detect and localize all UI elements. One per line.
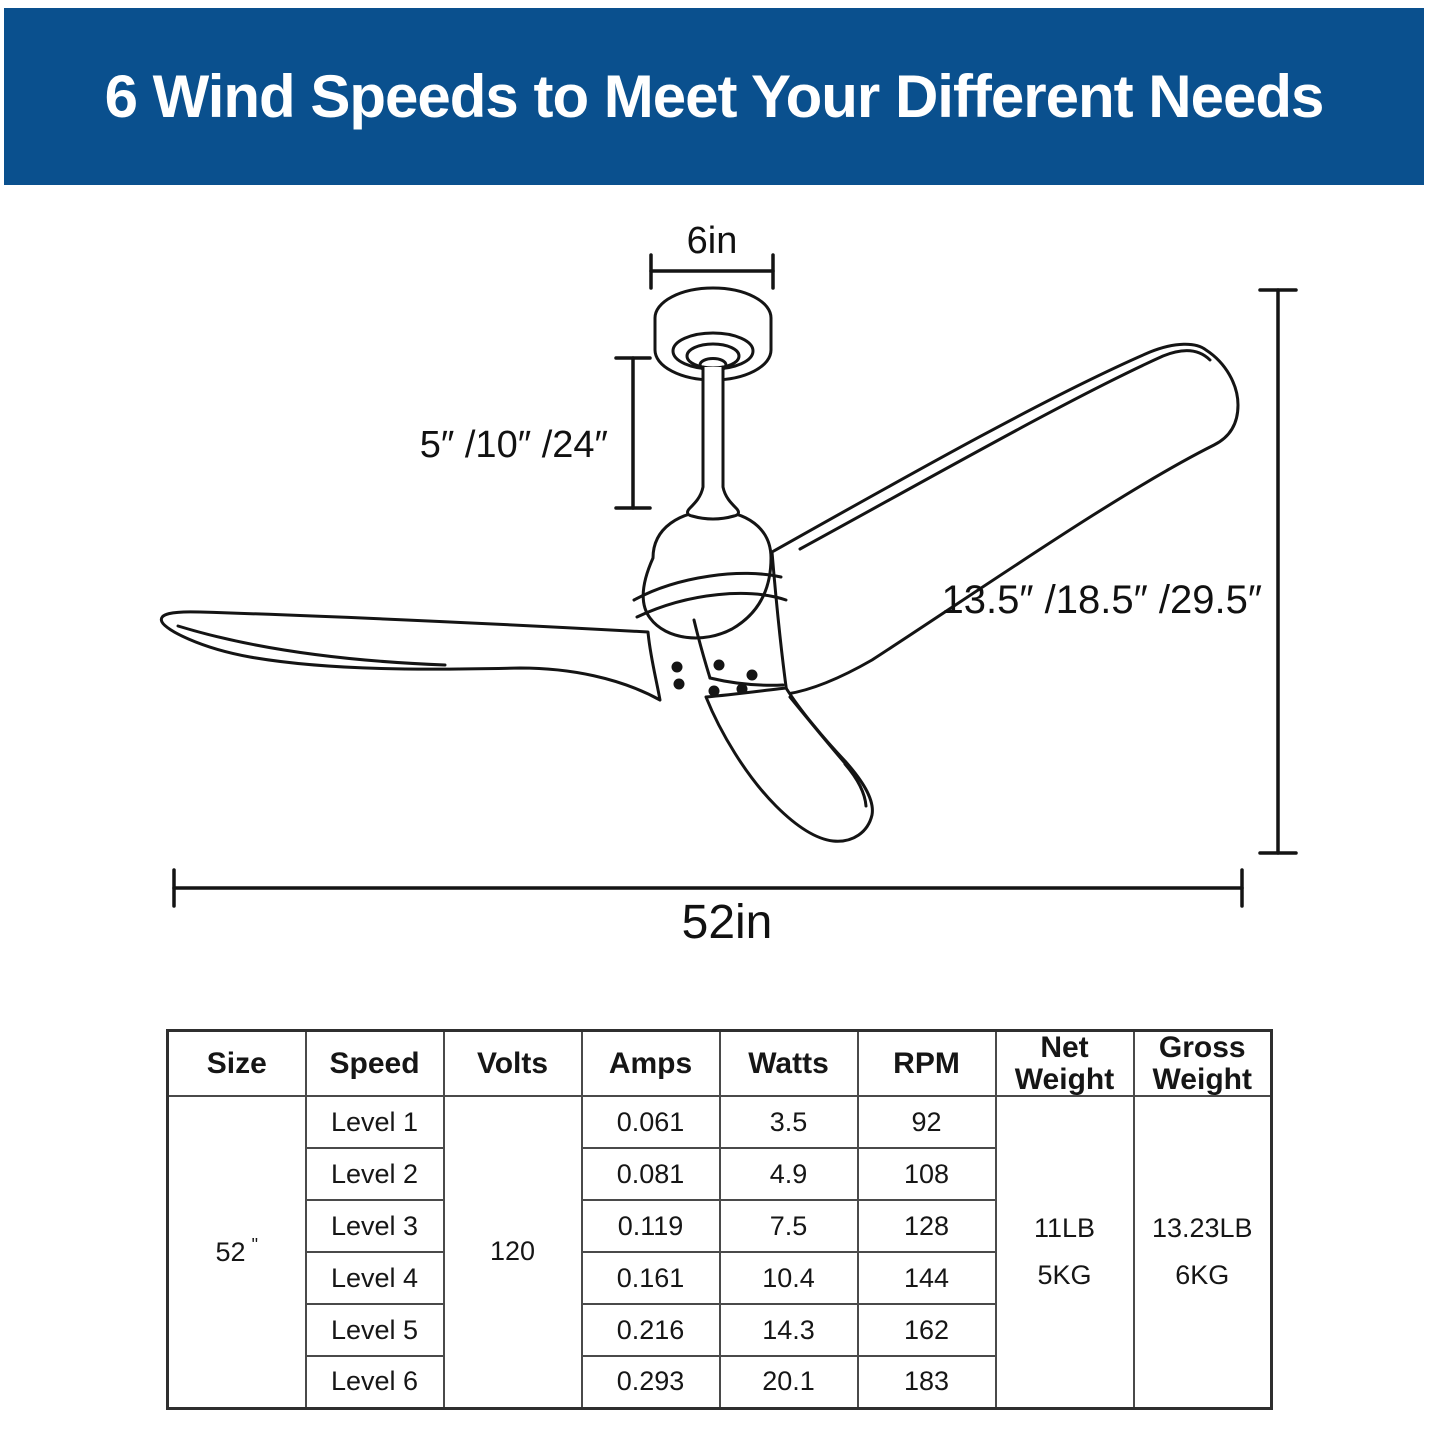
rpm-cell: 92 <box>858 1096 996 1148</box>
speed-cell: Level 4 <box>306 1252 444 1304</box>
rpm-cell: 108 <box>858 1148 996 1200</box>
canopy-width-label: 6in <box>686 220 738 262</box>
speed-cell: Level 3 <box>306 1200 444 1252</box>
col-header-rpm: RPM <box>858 1031 996 1097</box>
amps-cell: 0.119 <box>582 1200 720 1252</box>
amps-cell: 0.161 <box>582 1252 720 1304</box>
watts-cell: 10.4 <box>720 1252 858 1304</box>
fan-downrod <box>688 367 739 519</box>
fan-blade-upper-right <box>772 344 1238 694</box>
rpm-cell: 183 <box>858 1356 996 1408</box>
amps-cell: 0.216 <box>582 1304 720 1356</box>
rpm-cell: 144 <box>858 1252 996 1304</box>
spec-table-header-row <box>168 1031 1272 1097</box>
gross-weight-lb: 13.23LB <box>1151 1212 1253 1243</box>
fan-motor-housing <box>634 511 786 638</box>
watts-cell: 7.5 <box>720 1200 858 1252</box>
gross-weight-kg: 6KG <box>1175 1259 1230 1290</box>
col-header-watts: Watts <box>720 1031 858 1097</box>
dim-overall-height <box>1260 290 1296 853</box>
net-weight-kg: 5KG <box>1037 1259 1092 1290</box>
size-cell <box>168 1096 306 1408</box>
watts-cell: 3.5 <box>720 1096 858 1148</box>
speed-cell: Level 6 <box>306 1356 444 1408</box>
speed-cell: Level 1 <box>306 1096 444 1148</box>
net-weight-cell <box>996 1096 1134 1408</box>
col-header-speed: Speed <box>306 1031 444 1097</box>
fan-canopy <box>655 288 771 380</box>
downrod-coupling <box>688 487 739 519</box>
col-header-gross-weight: Gross Weight <box>1134 1031 1272 1097</box>
watts-cell: 14.3 <box>720 1304 858 1356</box>
blade-drop-label: 13.5″ /18.5″ /29.5″ <box>941 578 1262 622</box>
size-unit: " <box>251 1235 258 1256</box>
amps-cell: 0.061 <box>582 1096 720 1148</box>
downrod-length-label: 5″ /10″ /24″ <box>419 424 608 466</box>
volts-cell: 120 <box>444 1096 582 1408</box>
fan-blade-left <box>161 612 660 700</box>
rpm-cell: 128 <box>858 1200 996 1252</box>
fan-blade-lower <box>706 688 872 841</box>
speed-cell: Level 2 <box>306 1148 444 1200</box>
watts-cell: 20.1 <box>720 1356 858 1408</box>
fan-diameter-label: 52in <box>681 896 773 949</box>
spec-table <box>166 1029 1273 1410</box>
speed-cell: Level 5 <box>306 1304 444 1356</box>
amps-cell: 0.293 <box>582 1356 720 1408</box>
gross-weight-cell <box>1134 1096 1272 1408</box>
col-header-size: Size <box>168 1031 306 1097</box>
size-value: 52 <box>215 1237 246 1268</box>
net-weight-lb: 11LB <box>1033 1212 1096 1243</box>
watts-cell: 4.9 <box>720 1148 858 1200</box>
col-header-net-weight: Net Weight <box>996 1031 1134 1097</box>
amps-cell: 0.081 <box>582 1148 720 1200</box>
col-header-volts: Volts <box>444 1031 582 1097</box>
headline-title: 6 Wind Speeds to Meet Your Different Needs <box>104 63 1324 130</box>
dim-downrod-length <box>616 358 650 508</box>
table-row <box>168 1096 1272 1148</box>
rpm-cell: 162 <box>858 1304 996 1356</box>
col-header-amps: Amps <box>582 1031 720 1097</box>
